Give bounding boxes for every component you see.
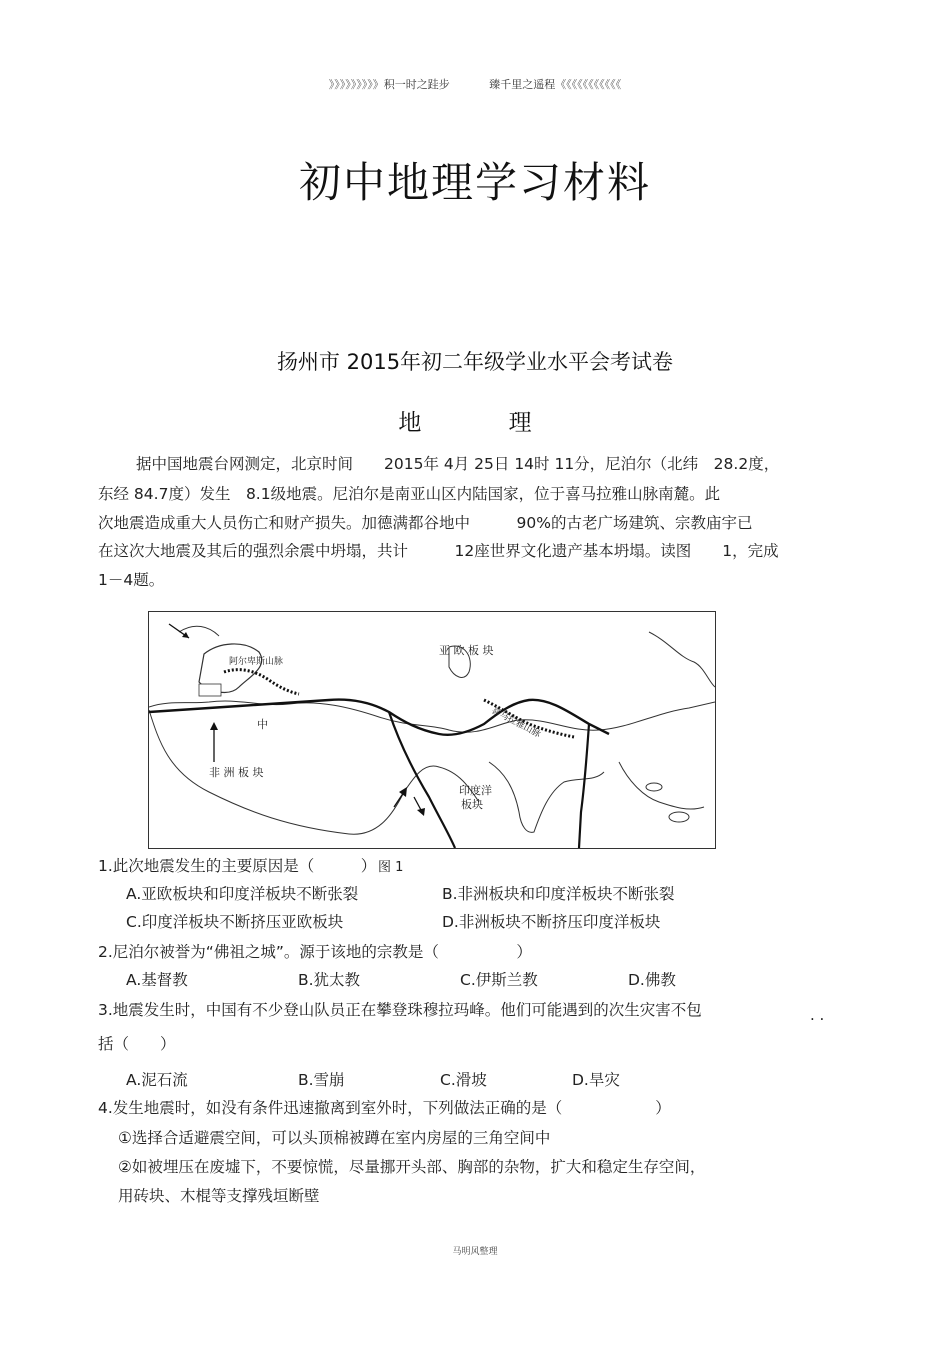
question-4-stem: 4.发生地震时，如没有条件迅速撤离到室外时，下列做法正确的是（ ）	[98, 1099, 671, 1117]
question-1-option-d: D.非洲板块不断挤压印度洋板块	[442, 913, 661, 931]
plate-map	[148, 611, 716, 849]
intro-line-5: 1－4题。	[98, 571, 165, 589]
document-title: 初中地理学习材料	[298, 158, 651, 207]
question-2-option-a: A.基督教	[126, 971, 188, 989]
intro-line-4: 在这次大地震及其后的强烈余震中坍塌，共计 12座世界文化遗产基本坍塌。读图 1，完成	[98, 542, 779, 560]
label-alps: 阿尔卑斯山脉	[229, 657, 284, 667]
plate-map-drawing	[149, 612, 715, 848]
question-4-item-2: ②如被埋压在废墟下，不要惊慌，尽量挪开头部、胸部的杂物，扩大和稳定生存空间，	[118, 1158, 706, 1176]
question-4-item-2-continued: 用砖块、木棍等支撑残垣断壁	[118, 1187, 320, 1205]
emphasis-dots: . .	[810, 1006, 825, 1024]
question-2-option-d: D.佛教	[628, 971, 676, 989]
question-3-stem-continued: 括（ ）	[98, 1035, 176, 1053]
question-3-option-a: A.泥石流	[126, 1071, 188, 1089]
intro-line-1: 据中国地震台网测定，北京时间 2015年 4月 25日 14时 11分，尼泊尔（北纬 28.2度，	[136, 455, 780, 473]
intro-line-3: 次地震造成重大人员伤亡和财产损失。加德满都谷地中 90%的古老广场建筑、宗教庙宇已	[98, 514, 753, 532]
question-3-option-c: C.滑坡	[440, 1071, 487, 1089]
label-mediterranean: 中	[257, 718, 268, 731]
figure-caption: 图 1	[378, 860, 404, 875]
question-3-stem: 3.地震发生时，中国有不少登山队员正在攀登珠穆拉玛峰。他们可能遇到的次生灾害不包	[98, 1001, 702, 1019]
page-header	[0, 76, 950, 92]
question-2-option-c: C.伊斯兰教	[460, 971, 538, 989]
question-3-option-d: D.旱灾	[572, 1071, 620, 1089]
label-eurasia-plate: 亚 欧 板 块	[439, 644, 494, 657]
subject-title: 地 理	[398, 410, 572, 436]
header-left: 》》》》》》》》》积一时之跬步	[328, 78, 450, 91]
question-1-option-b: B.非洲板块和印度洋板块不断张裂	[442, 885, 675, 903]
question-1-option-c: C.印度洋板块不断挤压亚欧板块	[126, 913, 344, 931]
header-right: 臻千里之遥程《《《《《《《《《《《	[489, 78, 622, 91]
intro-line-2: 东经 84.7度）发生 8.1级地震。尼泊尔是南亚山区内陆国家，位于喜马拉雅山脉南麓。此	[98, 485, 721, 503]
page-footer: 马明风整理	[452, 1247, 498, 1257]
exam-title: 扬州市 2015年初二年级学业水平会考试卷	[276, 350, 674, 374]
question-1-stem: 1.此次地震发生的主要原因是（ ）	[98, 857, 377, 875]
question-2-stem: 2.尼泊尔被誉为“佛祖之城”。源于该地的宗教是（ ）	[98, 943, 532, 961]
question-1-option-a: A.亚欧板块和印度洋板块不断张裂	[126, 885, 359, 903]
label-indian-plate-2: 板块	[461, 798, 483, 811]
question-2-option-b: B.犹太教	[298, 971, 361, 989]
label-indian-plate-1: 印度洋	[459, 784, 492, 797]
question-4-item-1: ①选择合适避震空间，可以头顶棉被蹲在室内房屋的三角空间中	[118, 1129, 551, 1147]
question-3-option-b: B.雪崩	[298, 1071, 345, 1089]
label-africa-plate: 非 洲 板 块	[209, 766, 264, 779]
label-himalaya: 喜马拉雅山脉	[489, 705, 542, 741]
